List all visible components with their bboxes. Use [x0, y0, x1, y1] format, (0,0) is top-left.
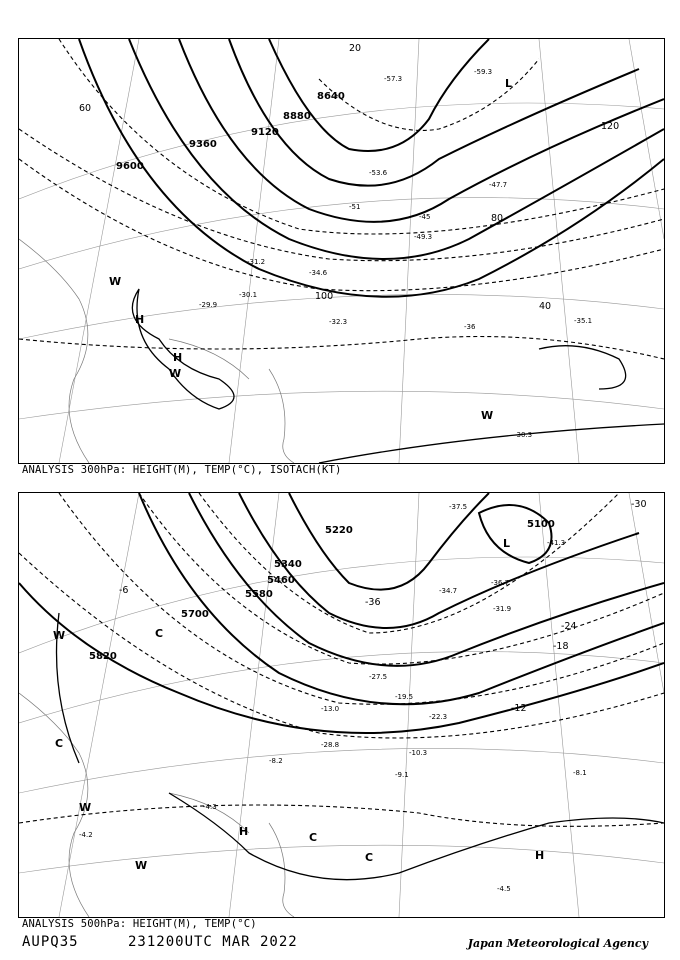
valid-time: 231200UTC MAR 2022: [128, 934, 298, 950]
chart-code: AUPQ35: [22, 934, 79, 950]
isotach-contours: [132, 289, 664, 463]
temperature-contours: [19, 39, 664, 359]
temp-obs: -53.6: [369, 169, 388, 177]
map-canvas-300hpa: [19, 39, 664, 463]
temp-obs: -8.1: [573, 769, 587, 777]
isotherm-label: -24: [561, 621, 577, 632]
temp-obs: -30.3: [514, 431, 533, 439]
isotach-labels: [79, 43, 619, 312]
isotach-label: 120: [601, 121, 620, 132]
isotherm-label: -12: [511, 703, 527, 714]
warm-center: W: [109, 275, 122, 288]
isotach-label: 100: [315, 291, 334, 302]
map-canvas-500hpa: [19, 493, 664, 917]
temp-obs: -51: [349, 203, 361, 211]
temp-obs: -13.0: [321, 705, 340, 713]
low-center: L: [505, 77, 513, 90]
temp-obs: -19.5: [395, 693, 414, 701]
warm-center: W: [169, 367, 182, 380]
height-contours: [79, 39, 664, 297]
temp-obs: -35.1: [574, 317, 593, 325]
temp-obs: -37.5: [449, 503, 468, 511]
temp-obs: -41.3: [547, 539, 566, 547]
height-label: 5700: [181, 609, 209, 620]
temp-obs: -47.7: [489, 181, 508, 189]
caption-500hpa: ANALYSIS 500hPa: HEIGHT(M), TEMP(°C): [22, 918, 257, 930]
high-center: H: [535, 849, 545, 862]
temp-obs: -4.5: [497, 885, 511, 893]
isotherm-label: -36: [365, 597, 381, 608]
high-center: H: [173, 351, 183, 364]
temp-obs: -22.3: [429, 713, 448, 721]
height-label: 5460: [267, 575, 295, 586]
height-label: 5100: [527, 519, 555, 530]
graticule: [19, 39, 664, 463]
map-panel-500hpa[interactable]: [18, 492, 665, 918]
temp-obs: -36: [464, 323, 476, 331]
height-labels: [116, 91, 345, 172]
high-center: H: [135, 313, 145, 326]
temp-obs: -10.3: [409, 749, 428, 757]
height-label: 5220: [325, 525, 353, 536]
coastline: [19, 239, 294, 463]
height-label: 5820: [89, 651, 117, 662]
isotach-label: 40: [539, 301, 552, 312]
isotherm-label: -18: [553, 641, 569, 652]
isotherm-label: -6: [119, 585, 129, 596]
temp-obs: -4.3: [203, 803, 217, 811]
caption-300hpa: ANALYSIS 300hPa: HEIGHT(M), TEMP(°C), ISOTACH(KT): [22, 464, 342, 476]
thickness-contours: [57, 613, 665, 880]
isotach-label: 60: [79, 103, 92, 114]
temp-obs: -34.7: [439, 587, 458, 595]
isotach-label: 20: [349, 43, 362, 54]
pressure-centers: [109, 77, 512, 422]
temp-obs: -9.1: [395, 771, 409, 779]
height-label: 9120: [251, 127, 279, 138]
warm-center: W: [481, 409, 494, 422]
cold-center: C: [365, 851, 374, 864]
warm-center: W: [79, 801, 92, 814]
cold-center: C: [55, 737, 64, 750]
high-center: H: [239, 825, 249, 838]
height-label: 8880: [283, 111, 311, 122]
height-label: 9360: [189, 139, 217, 150]
temp-obs: -59.3: [474, 68, 493, 76]
low-center: L: [503, 537, 511, 550]
issuer-credit: Japan Meteorological Agency: [467, 937, 648, 950]
cold-center: C: [155, 627, 164, 640]
temp-obs: -31.2: [247, 258, 266, 266]
height-label: 8640: [317, 91, 345, 102]
temperature-observations: [199, 68, 592, 439]
temp-obs: -29.9: [199, 301, 218, 309]
isotherm-labels: [119, 499, 647, 714]
temp-obs: -34.6: [309, 269, 328, 277]
temp-obs: -36.7: [491, 579, 510, 587]
height-label: 9600: [116, 161, 144, 172]
height-label: 5340: [274, 559, 302, 570]
warm-center: W: [135, 859, 148, 872]
isotherm-label: -30: [631, 499, 647, 510]
temp-obs: -8.2: [269, 757, 283, 765]
temp-obs: -32.3: [329, 318, 348, 326]
temp-obs: -57.3: [384, 75, 403, 83]
temp-obs: -31.9: [493, 605, 512, 613]
temp-obs: -4.2: [79, 831, 93, 839]
map-panel-300hpa[interactable]: [18, 38, 665, 464]
temp-obs: -49.3: [414, 233, 433, 241]
graticule: [19, 493, 664, 917]
warm-center: W: [53, 629, 66, 642]
temp-obs: -27.5: [369, 673, 388, 681]
temp-obs: -45: [419, 213, 431, 221]
height-label: 5580: [245, 589, 273, 600]
temp-obs: -30.1: [239, 291, 258, 299]
temp-obs: -28.8: [321, 741, 340, 749]
isotach-label: 80: [491, 213, 504, 224]
cold-center: C: [309, 831, 318, 844]
